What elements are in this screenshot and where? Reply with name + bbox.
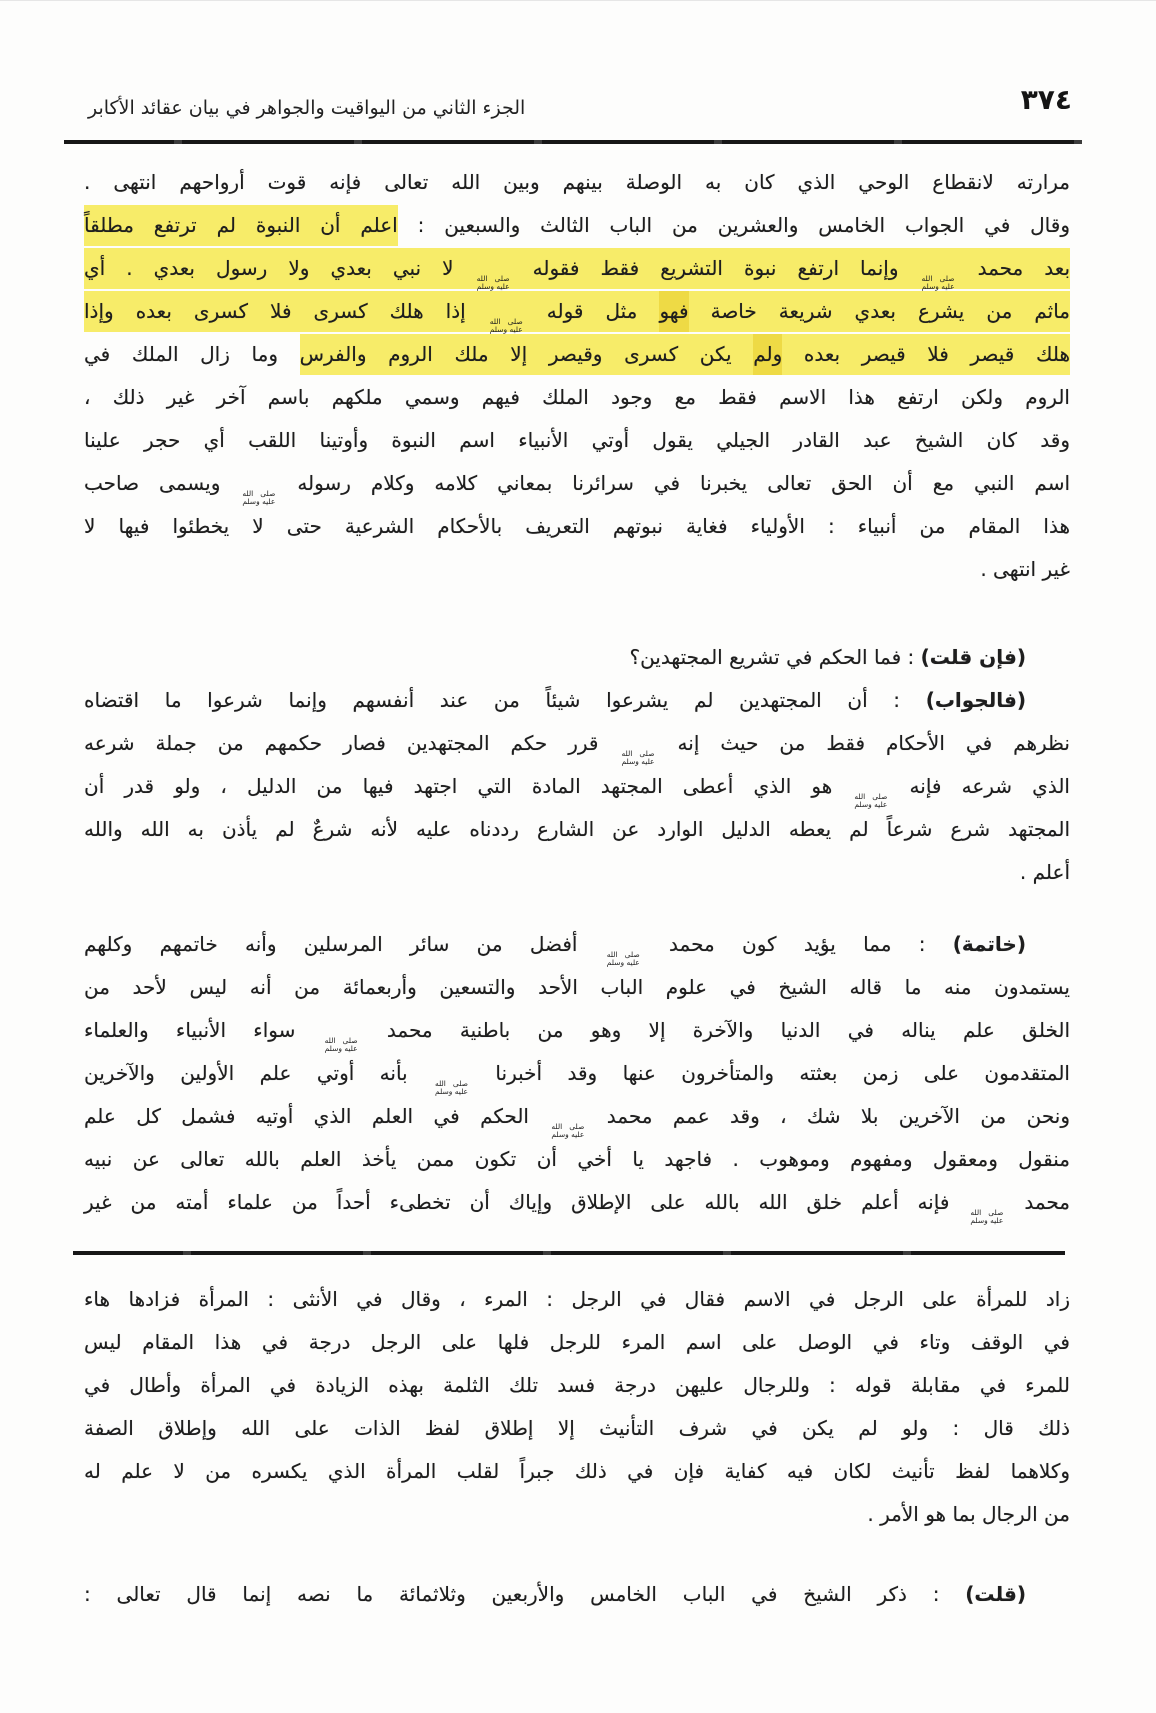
- text-line: [84, 1321, 1070, 1364]
- text-line: [84, 1181, 1070, 1224]
- text-segment: نظرهم في الأحكام فقط من حيث إنه صلى الله عليه وسلم قرر حكم المجتهدين فصار حكمهم من جملة شرعه: [84, 731, 1071, 767]
- highlighted-text: اعلم أن النبوة لم ترتفع مطلقاً: [84, 205, 398, 246]
- text-segment: (خاتمة): [952, 932, 1026, 956]
- text-line: [84, 462, 1070, 505]
- text-line: [84, 923, 1070, 966]
- text-line: [84, 851, 1070, 894]
- text-line: [84, 204, 1070, 247]
- text-segment: ونحن من الآخرين بلا شك ، وقد عمم محمد صلى الله عليه وسلم الحكم في العلم الذي أوتيه فشمل كل علم: [84, 1104, 1070, 1140]
- text-segment: : ذكر الشيخ في الباب الخامس والأربعين وثلاثمائة ما نصه إنما قال تعالى :: [84, 1582, 966, 1606]
- text-line: [84, 679, 1070, 722]
- text-line: [84, 1009, 1070, 1052]
- text-segment: من الرجال بما هو الأمر .: [867, 1502, 1070, 1526]
- highlighted-text: بعد محمد صلى الله عليه وسلم وإنما ارتفع نبوة التشريع فقط فقوله صلى الله عليه وسلم لا نبي بعدي ولا رسول بعدي . أي: [84, 248, 1070, 289]
- text-line: [84, 548, 1070, 591]
- text-line: [84, 333, 1070, 376]
- text-line: [84, 1052, 1070, 1095]
- main-text: [84, 161, 1070, 1224]
- text-line: [84, 808, 1070, 851]
- text-line: [84, 1138, 1070, 1181]
- text-line: [84, 290, 1070, 333]
- text-line: [84, 505, 1070, 548]
- text-line: [84, 765, 1070, 808]
- pbuh-symbol: صلى الله عليه وسلم: [324, 1036, 358, 1054]
- text-segment: في الوقف وتاء في الوصل على اسم المرء للرجل فلها على الرجل درجة في هذا المقام ليس: [84, 1330, 1070, 1354]
- pbuh-symbol: صلى الله عليه وسلم: [435, 1079, 469, 1097]
- text-line: [84, 1493, 1070, 1536]
- header-rule: [64, 140, 1082, 144]
- highlighted-text: فهو: [659, 291, 688, 332]
- text-segment: وقال في الجواب الخامس والعشرين من الباب الثالث والسبعين :: [397, 213, 1070, 237]
- pbuh-symbol: صلى الله عليه وسلم: [606, 950, 640, 968]
- text-segment: (فإن قلت): [920, 645, 1026, 669]
- highlighted-text: يكن كسرى وقيصر إلا ملك الروم والفرس: [300, 334, 754, 375]
- pbuh-symbol: صلى الله عليه وسلم: [854, 792, 888, 810]
- text-segment: الروم ولكن ارتفع هذا الاسم فقط مع وجود الملك فيهم وسمي ملكهم باسم آخر غير ذلك ،: [84, 385, 1070, 409]
- highlighted-text: ولم: [753, 334, 782, 375]
- text-line: [84, 966, 1070, 1009]
- text-segment: زاد للمرأة على الرجل في الاسم فقال في الرجل : المرء ، وقال في الأنثى : المرأة فزادها هاء: [84, 1287, 1070, 1311]
- pbuh-symbol: صلى الله عليه وسلم: [621, 749, 655, 767]
- highlighted-text: ماثم من يشرع بعدي شريعة خاصة: [689, 291, 1070, 332]
- text-segment: وقد كان الشيخ عبد القادر الجيلي يقول أوتي الأنبياء اسم النبوة وأوتينا اللقب أي حجر علينا: [84, 428, 1070, 452]
- text-line: [84, 1095, 1070, 1138]
- text-line: [84, 247, 1070, 290]
- text-line: [84, 636, 1070, 679]
- text-segment: (فالجواب): [925, 688, 1026, 712]
- text-segment: : أن المجتهدين لم يشرعوا شيئاً من عند أنفسهم وإنما شرعوا ما اقتضاه: [84, 688, 926, 712]
- pbuh-symbol: صلى الله عليه وسلم: [476, 274, 510, 292]
- text-segment: منقول ومعقول ومفهوم وموهوب . فاجهد يا أخي أن تكون ممن يأخذ العلم بالله تعالى عن نبيه: [84, 1147, 1070, 1171]
- text-segment: وكلاهما لفظ تأنيث لكان فيه كفاية فإن في ذلك جبراً لقلب المرأة الذي يكسره من لا علم له: [84, 1459, 1070, 1483]
- text-line: [84, 161, 1070, 204]
- highlighted-text: هلك قيصر فلا قيصر بعده: [782, 334, 1070, 375]
- running-title: الجزء الثاني من اليواقيت والجواهر في بيان عقائد الأكابر: [88, 97, 526, 119]
- text-segment: غير انتهى .: [980, 557, 1070, 581]
- text-segment: للمرء في مقابلة قوله : وللرجال عليهن درجة فسد تلك الثلمة بهذه الزيادة في المرأة وأطال في: [84, 1373, 1070, 1397]
- text-line: [84, 1278, 1070, 1321]
- text-segment: ذلك قال : ولو لم يكن في شرف التأنيث إلا إطلاق لفظ الذات على الله وإطلاق الصفة: [84, 1416, 1070, 1440]
- text-line: [84, 376, 1070, 419]
- text-segment: المجتهد شرع شرعاً لم يعطه الدليل الوارد عن الشارع رددناه عليه لأنه شرعٌ لم يأذن به الله والله: [84, 817, 1070, 841]
- pbuh-symbol: صلى الله عليه وسلم: [242, 489, 276, 507]
- page-number: ٣٧٤: [1020, 83, 1072, 116]
- text-segment: يستمدون منه ما قاله الشيخ في علوم الباب الأحد والتسعين وأربعمائة من أنه ليس لأحد من: [84, 975, 1070, 999]
- text-segment: الذي شرعه فإنه صلى الله عليه وسلم هو الذي أعطى المجتهد المادة التي اجتهد فيها من الدليل ، ولو قدر أن: [84, 774, 1070, 810]
- text-segment: : مما يؤيد كون محمد صلى الله عليه وسلم أفضل من سائر المرسلين وأنه خاتمهم وكلهم: [84, 932, 953, 968]
- text-segment: الخلق علم يناله في الدنيا والآخرة إلا وهو من باطنية محمد صلى الله عليه وسلم سواء الأنبياء والعلماء: [84, 1018, 1071, 1054]
- text-block: [84, 161, 1070, 1616]
- text-line: [84, 1450, 1070, 1493]
- text-segment: مرارته لانقطاع الوحي الذي كان به الوصلة بينهم وبين الله تعالى فإنه قوت أرواحهم انتهى .: [84, 170, 1070, 194]
- highlighted-text: مثل قوله صلى الله عليه وسلم إذا هلك كسرى فلا كسرى بعده وإذا: [84, 291, 659, 332]
- pbuh-symbol: صلى الله عليه وسلم: [551, 1122, 585, 1140]
- footnote-separator: [73, 1251, 1065, 1255]
- pbuh-symbol: صلى الله عليه وسلم: [921, 274, 955, 292]
- pbuh-symbol: صلى الله عليه وسلم: [970, 1208, 1004, 1226]
- text-segment: هذا المقام من أنبياء : الأولياء فغاية نبوتهم التعريف بالأحكام الشرعية حتى لا يخطئوا فيها لا: [84, 514, 1070, 538]
- pbuh-symbol: صلى الله عليه وسلم: [489, 317, 523, 335]
- text-segment: أعلم .: [1019, 860, 1070, 884]
- text-segment: : فما الحكم في تشريع المجتهدين؟: [629, 645, 921, 669]
- text-segment: محمد صلى الله عليه وسلم فإنه أعلم خلق الله بالله على الإطلاق وإياك أن تخطىء أحداً من علماء أمته من غير: [84, 1190, 1071, 1226]
- text-segment: وما زال الملك في: [84, 342, 300, 366]
- text-line: [84, 1573, 1070, 1616]
- text-line: [84, 419, 1070, 462]
- text-segment: (قلت): [965, 1582, 1026, 1606]
- text-line: [84, 1407, 1070, 1450]
- text-segment: اسم النبي مع أن الحق تعالى يخبرنا في سرائرنا بمعاني كلامه وكلام رسوله صلى الله عليه وسلم ويسمى صاحب: [84, 471, 1071, 507]
- text-segment: المتقدمون على زمن بعثته والمتأخرون عنها وقد أخبرنا صلى الله عليه وسلم بأنه أوتي علم الأولين والآخرين: [84, 1061, 1070, 1097]
- footnote-text: [84, 1278, 1070, 1616]
- text-line: [84, 722, 1070, 765]
- text-line: [84, 1364, 1070, 1407]
